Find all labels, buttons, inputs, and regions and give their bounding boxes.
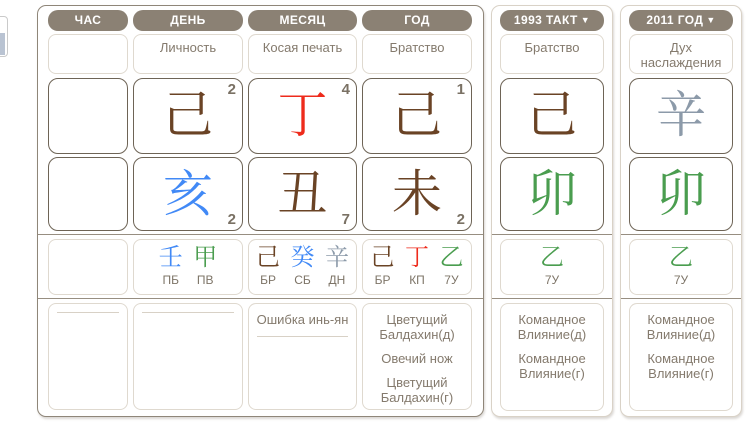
hidden-stem-char: 乙 bbox=[540, 244, 564, 271]
branch-box-takt[interactable] bbox=[500, 157, 604, 231]
dropdown-arrow-icon: ▼ bbox=[580, 15, 591, 25]
star-item: Цветущий Балдахин(г) bbox=[380, 375, 454, 405]
hidden-stem-char: 壬 bbox=[158, 244, 183, 271]
stars-divider bbox=[257, 336, 348, 337]
stars-box-current-year bbox=[629, 303, 733, 411]
hidden-stems-day bbox=[133, 239, 243, 295]
god-labels-row bbox=[38, 31, 483, 74]
earthly-branch-month: 丑 bbox=[277, 166, 328, 222]
god-label-month: Косая печать bbox=[248, 34, 357, 74]
hidden-stems-current-year bbox=[629, 239, 733, 295]
god-label-day: Личность bbox=[133, 34, 243, 74]
hidden-stem-char: 乙 bbox=[669, 244, 693, 271]
hidden-stem-god: 7У bbox=[444, 273, 459, 287]
hidden-stem-char: 己 bbox=[370, 244, 395, 271]
hidden-stem-god: СБ bbox=[294, 273, 311, 287]
pillar-header-year: ГОД bbox=[362, 10, 472, 31]
earthly-branch-year: 未 bbox=[392, 166, 442, 222]
earthly-branch-day: 亥 bbox=[163, 166, 213, 222]
hidden-stems-year bbox=[362, 239, 472, 295]
star-item: Командное Влияние(г) bbox=[647, 351, 715, 381]
heavenly-stem-current-year: 辛 bbox=[656, 87, 706, 143]
separator-line bbox=[621, 234, 741, 235]
hidden-stem-char: 癸 bbox=[290, 244, 315, 271]
god-label-year: Братство bbox=[362, 34, 472, 74]
hidden-stem-god: 7У bbox=[673, 273, 689, 287]
takt-selector-label: 1993 ТАКТ bbox=[513, 13, 578, 27]
hidden-stem-char: 己 bbox=[256, 244, 281, 271]
stars-box-day bbox=[133, 303, 243, 410]
bazi-chart-panel bbox=[37, 5, 484, 417]
partial-left-widget bbox=[0, 16, 8, 57]
branch-strength-number: 2 bbox=[456, 211, 465, 228]
takt-panel bbox=[491, 5, 613, 417]
hidden-stem-god: БР bbox=[374, 273, 391, 287]
heavenly-stem-day: 己 bbox=[163, 87, 213, 143]
god-label-takt: Братство bbox=[500, 34, 604, 74]
stars-box-hour bbox=[48, 303, 128, 410]
stars-box-takt bbox=[500, 303, 604, 411]
pillar-headers-row bbox=[38, 6, 483, 31]
branch-box-day[interactable] bbox=[133, 157, 243, 231]
year-selector[interactable] bbox=[629, 10, 733, 31]
heavenly-stem-year: 己 bbox=[392, 87, 442, 143]
stem-box-day[interactable] bbox=[133, 78, 243, 154]
stars-divider bbox=[142, 312, 234, 313]
stem-strength-number: 4 bbox=[341, 81, 350, 98]
hidden-stem-char: 乙 bbox=[439, 244, 464, 271]
hidden-stems-month bbox=[248, 239, 357, 295]
star-item: Командное Влияние(д) bbox=[517, 312, 587, 342]
branch-strength-number: 7 bbox=[341, 211, 350, 228]
hidden-stem-char: 丁 bbox=[405, 244, 429, 271]
branches-row bbox=[38, 157, 483, 231]
symbolic-stars-row bbox=[38, 303, 483, 410]
pillar-header-day: ДЕНЬ bbox=[133, 10, 243, 31]
god-label-hour bbox=[48, 34, 128, 74]
hidden-stems-takt bbox=[500, 239, 604, 295]
separator-line bbox=[38, 298, 483, 299]
star-item: Командное Влияние(г) bbox=[518, 351, 586, 381]
hidden-stem-god: ПВ bbox=[196, 273, 214, 287]
year-selector-label: 2011 ГОД bbox=[646, 13, 704, 27]
hidden-stem-god: ДН bbox=[328, 273, 346, 287]
earthly-branch-current-year: 卯 bbox=[656, 166, 706, 222]
stars-divider bbox=[57, 312, 119, 313]
hidden-stems-hour bbox=[48, 239, 128, 295]
branch-box-hour[interactable] bbox=[48, 157, 128, 231]
hidden-stems-row bbox=[38, 239, 483, 295]
branch-box-month[interactable] bbox=[248, 157, 357, 231]
stem-box-hour[interactable] bbox=[48, 78, 128, 154]
branch-box-current-year[interactable] bbox=[629, 157, 733, 231]
separator-line bbox=[492, 234, 612, 235]
god-label-current-year: Дух наслаждения bbox=[629, 34, 733, 74]
current-year-panel bbox=[620, 5, 742, 417]
heavenly-stem-takt: 己 bbox=[527, 87, 577, 143]
stem-box-year[interactable] bbox=[362, 78, 472, 154]
stems-row bbox=[38, 78, 483, 154]
branch-strength-number: 2 bbox=[227, 211, 236, 228]
stem-box-month[interactable] bbox=[248, 78, 357, 154]
dropdown-arrow-icon: ▼ bbox=[706, 15, 716, 25]
partial-widget-accent bbox=[0, 33, 5, 55]
hidden-stem-god: БР bbox=[260, 273, 276, 287]
hidden-stem-god: КП bbox=[409, 273, 425, 287]
hidden-stem-god: 7У bbox=[544, 273, 560, 287]
stem-box-takt[interactable] bbox=[500, 78, 604, 154]
hidden-stem-god: ПБ bbox=[162, 273, 180, 287]
stem-strength-number: 1 bbox=[456, 81, 465, 98]
pillar-header-hour: ЧАС bbox=[48, 10, 128, 31]
takt-selector[interactable] bbox=[500, 10, 604, 31]
separator-line bbox=[492, 298, 612, 299]
branch-box-year[interactable] bbox=[362, 157, 472, 231]
star-item: Ошибка инь-ян bbox=[256, 312, 349, 327]
earthly-branch-takt: 卯 bbox=[527, 166, 577, 222]
heavenly-stem-month: 丁 bbox=[277, 87, 328, 143]
star-item: Цветущий Балдахин(д) bbox=[379, 312, 455, 342]
stem-box-current-year[interactable] bbox=[629, 78, 733, 154]
pillar-header-month: МЕСЯЦ bbox=[248, 10, 357, 31]
hidden-stem-char: 辛 bbox=[324, 244, 349, 271]
stars-box-year bbox=[362, 303, 472, 410]
separator-line bbox=[621, 298, 741, 299]
star-item: Овечий нож bbox=[381, 351, 453, 366]
star-item: Командное Влияние(д) bbox=[646, 312, 716, 342]
stars-box-month bbox=[248, 303, 357, 410]
stem-strength-number: 2 bbox=[227, 81, 236, 98]
hidden-stem-char: 甲 bbox=[193, 244, 218, 271]
separator-line bbox=[38, 234, 483, 235]
